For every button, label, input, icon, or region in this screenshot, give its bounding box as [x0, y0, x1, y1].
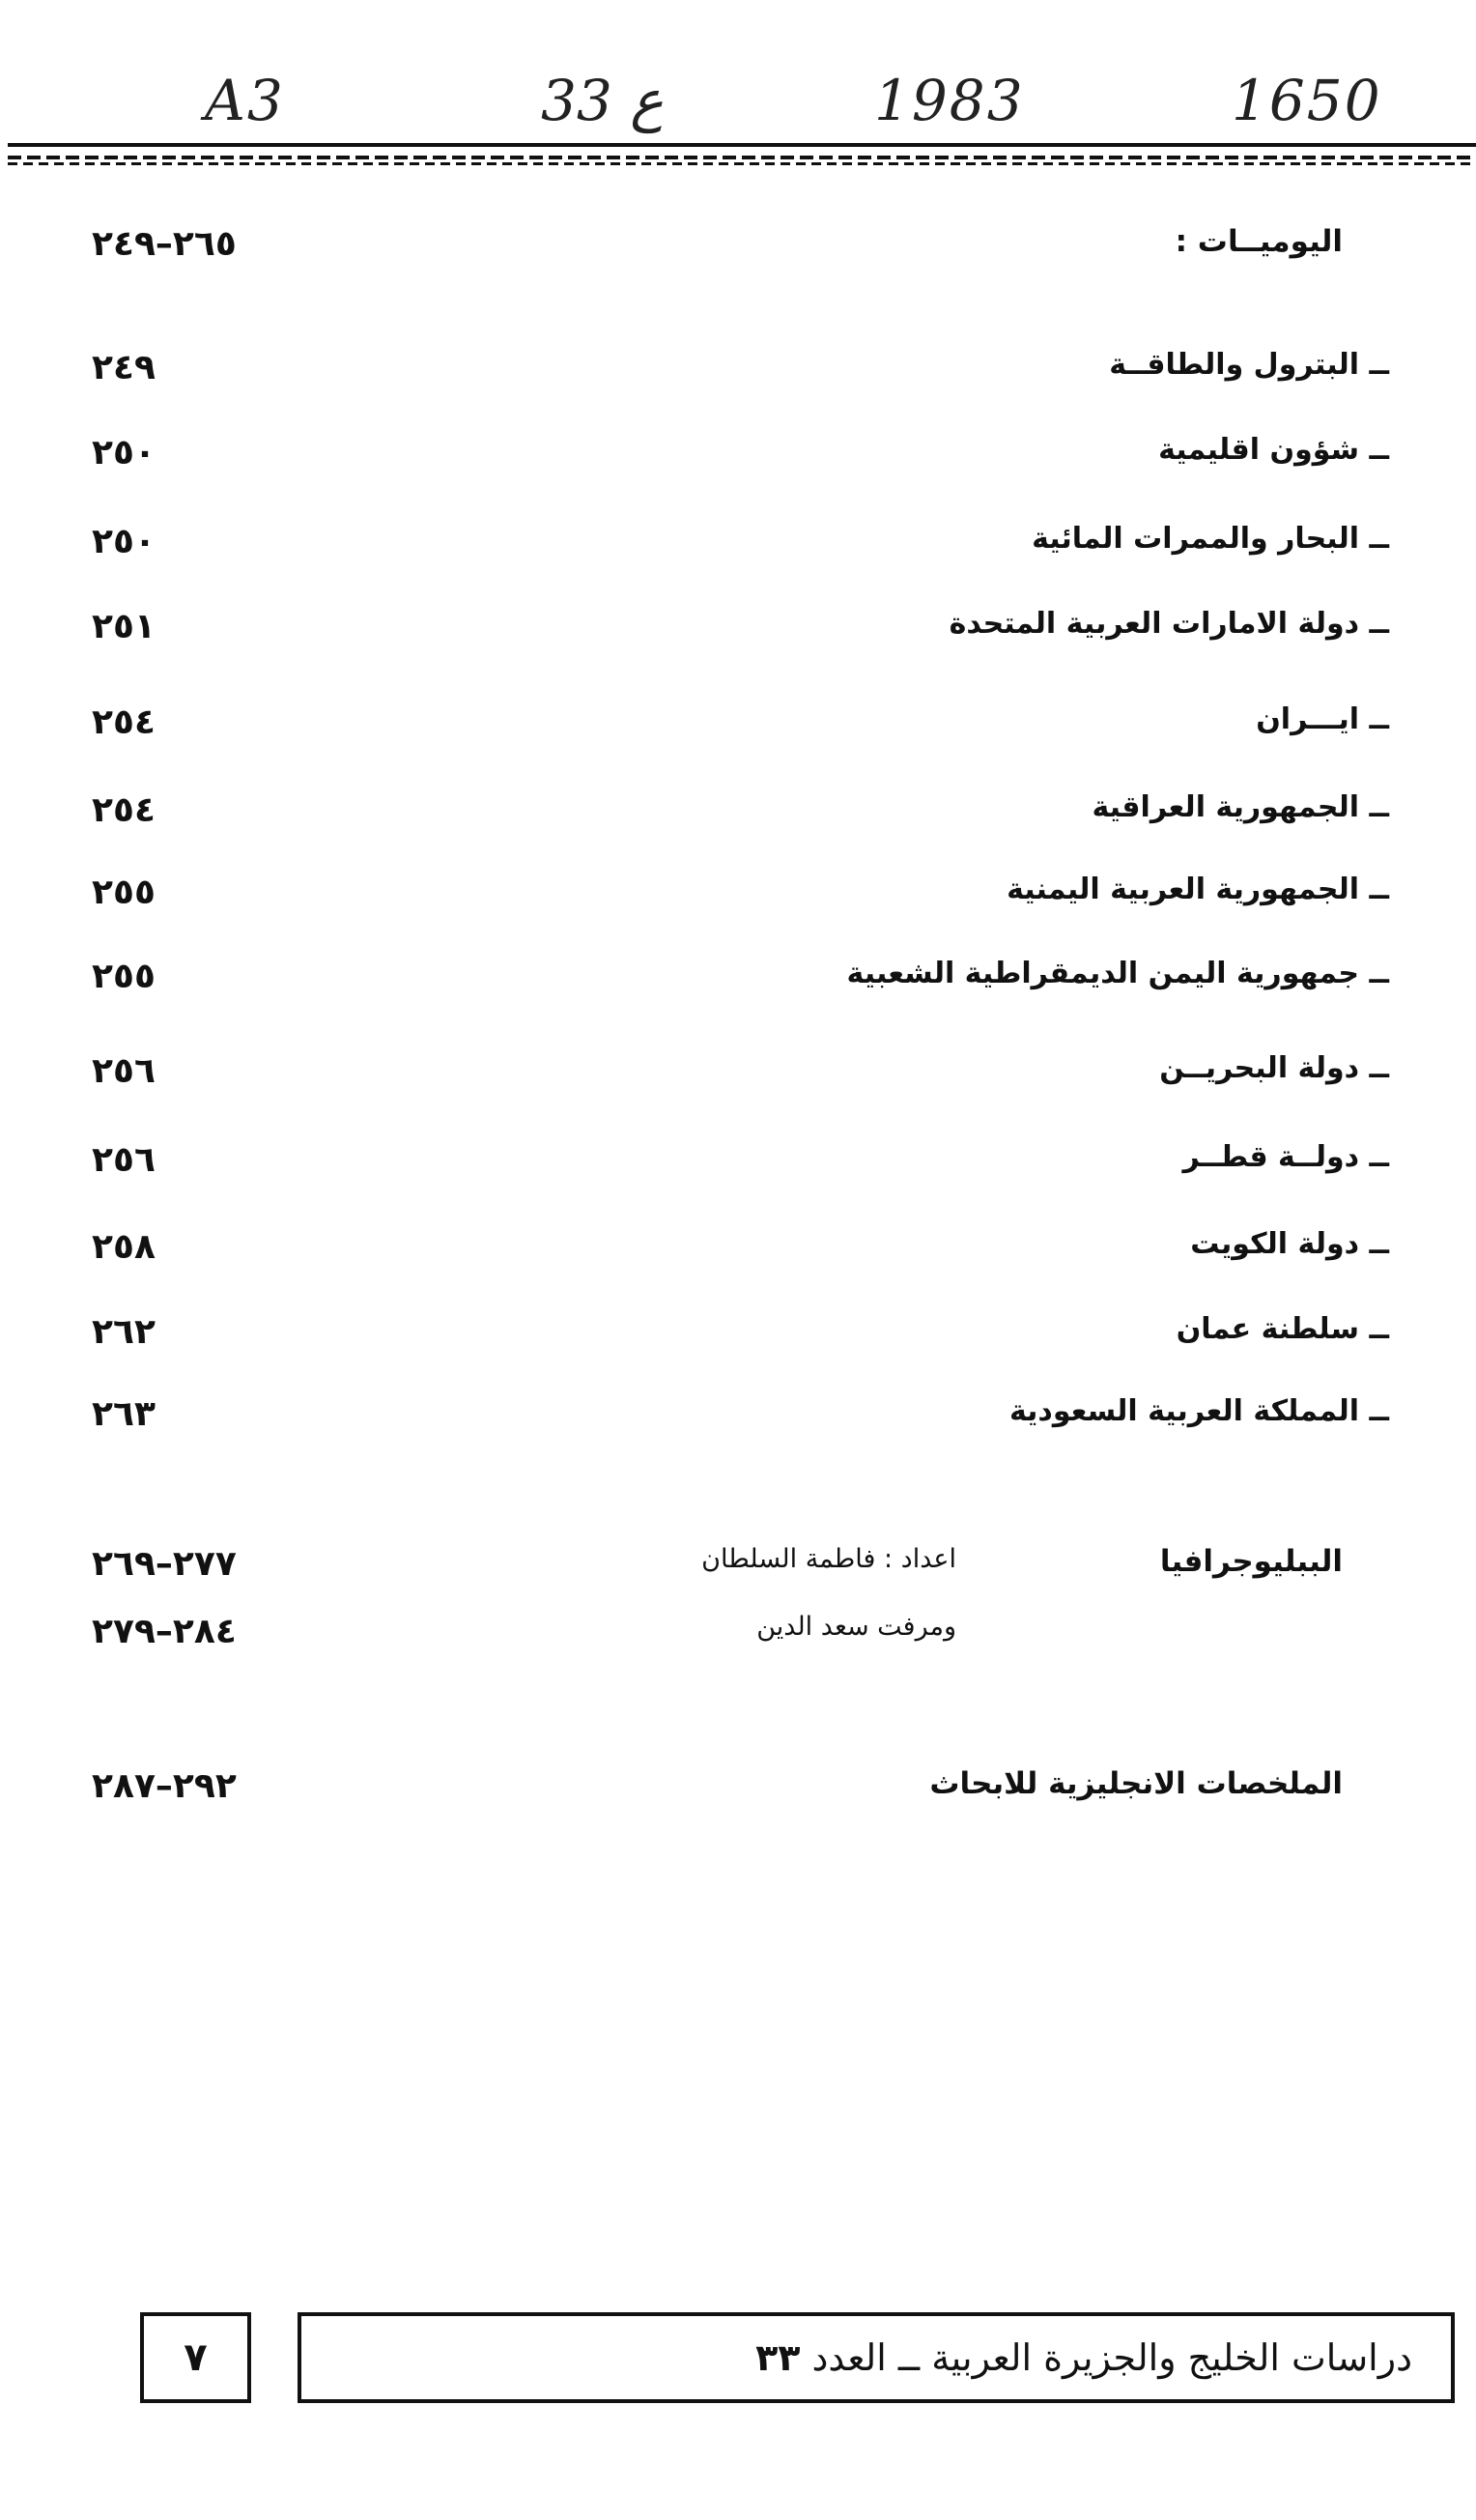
toc-section-row [0, 1544, 1476, 1612]
toc-item-page: ٢٥٠ [92, 522, 156, 561]
toc-item-row [0, 607, 1476, 674]
toc-item-title: ــ ايـــران [1256, 702, 1389, 736]
toc-item-row [0, 1227, 1476, 1295]
toc-item-page: ٢٤٩ [92, 348, 156, 387]
toc-item-row [0, 873, 1476, 940]
toc-item-title: ــ البترول والطاقــة [1109, 348, 1389, 382]
toc-item-row [0, 522, 1476, 589]
toc-item-page: ٢٥٥ [92, 873, 156, 912]
toc-item-title: ــ الجمهورية العراقية [1092, 790, 1389, 824]
toc-item-title: ــ دولــة قطــر [1182, 1140, 1389, 1174]
toc-item-row [0, 790, 1476, 858]
toc-item-row [0, 957, 1476, 1024]
toc-item-row [0, 1312, 1476, 1380]
handwritten-number: 1650 [1232, 68, 1382, 133]
toc-item-page: ٢٦٣ [92, 1394, 156, 1434]
toc-item-row [0, 1140, 1476, 1208]
toc-authors-line: اعداد : فاطمة السلطان [701, 1544, 956, 1574]
toc-authors-line: ومرفت سعد الدين [756, 1612, 956, 1642]
toc-item-row [0, 433, 1476, 501]
page-number: ٧ [184, 2335, 208, 2380]
toc-page-range: ٢٨٤–٢٧٩ [92, 1612, 237, 1651]
journal-title: دراسات الخليج والجزيرة العربية ــ العدد [811, 2336, 1412, 2379]
issue-number: ٣٣ [755, 2336, 801, 2379]
toc-item-row [0, 1394, 1476, 1462]
toc-page-range: ٢٧٧–٢٦٩ [92, 1544, 237, 1584]
journal-title-box [298, 2312, 1455, 2403]
toc-item-title: ــ الجمهورية العربية اليمنية [1007, 873, 1389, 906]
toc-item-title: ــ سلطنة عمان [1176, 1312, 1389, 1346]
toc-page-range: ٢٦٥–٢٤٩ [92, 224, 237, 264]
toc-item-row [0, 702, 1476, 770]
header-rule [8, 143, 1476, 168]
toc-item-title: ــ المملكة العربية السعودية [1008, 1394, 1389, 1428]
toc-section-row [0, 1612, 1476, 1679]
toc-item-title: ــ جمهورية اليمن الديمقراطية الشعبية [846, 957, 1389, 990]
toc-item-title: ــ دولة الكويت [1190, 1227, 1389, 1261]
toc-item-row [0, 1051, 1476, 1119]
toc-item-title: ــ البحار والممرات المائية [1032, 522, 1389, 556]
toc-section-title: الببليوجرافيا [1159, 1544, 1343, 1579]
handwritten-year: 1983 [874, 68, 1025, 133]
toc-item-title: ــ شؤون اقليمية [1158, 433, 1389, 467]
toc-item-page: ٢٥٥ [92, 957, 156, 996]
toc-item-row [0, 348, 1476, 415]
page-number-box [140, 2312, 251, 2403]
toc-section-row [0, 224, 1476, 292]
toc-item-page: ٢٥٦ [92, 1140, 156, 1180]
handwritten-code: 33 ع [541, 68, 664, 133]
toc-section-row [0, 1766, 1476, 1834]
toc-page-range: ٢٩٢–٢٨٧ [92, 1766, 237, 1806]
toc-item-page: ٢٥٦ [92, 1051, 156, 1091]
toc-item-page: ٢٥٤ [92, 702, 156, 742]
toc-item-title: ــ دولة البحريــن [1159, 1051, 1389, 1085]
toc-section-title: الملخصات الانجليزية للابحاث [929, 1766, 1343, 1801]
toc-section-title: اليوميــات : [1175, 224, 1343, 259]
toc-item-page: ٢٥٨ [92, 1227, 156, 1267]
toc-item-page: ٢٥٠ [92, 433, 156, 472]
toc-item-page: ٢٦٢ [92, 1312, 156, 1352]
toc-item-page: ٢٥١ [92, 607, 156, 646]
toc-item-title: ــ دولة الامارات العربية المتحدة [949, 607, 1389, 641]
handwritten-code: A3 [205, 68, 285, 133]
toc-item-page: ٢٥٤ [92, 790, 156, 830]
